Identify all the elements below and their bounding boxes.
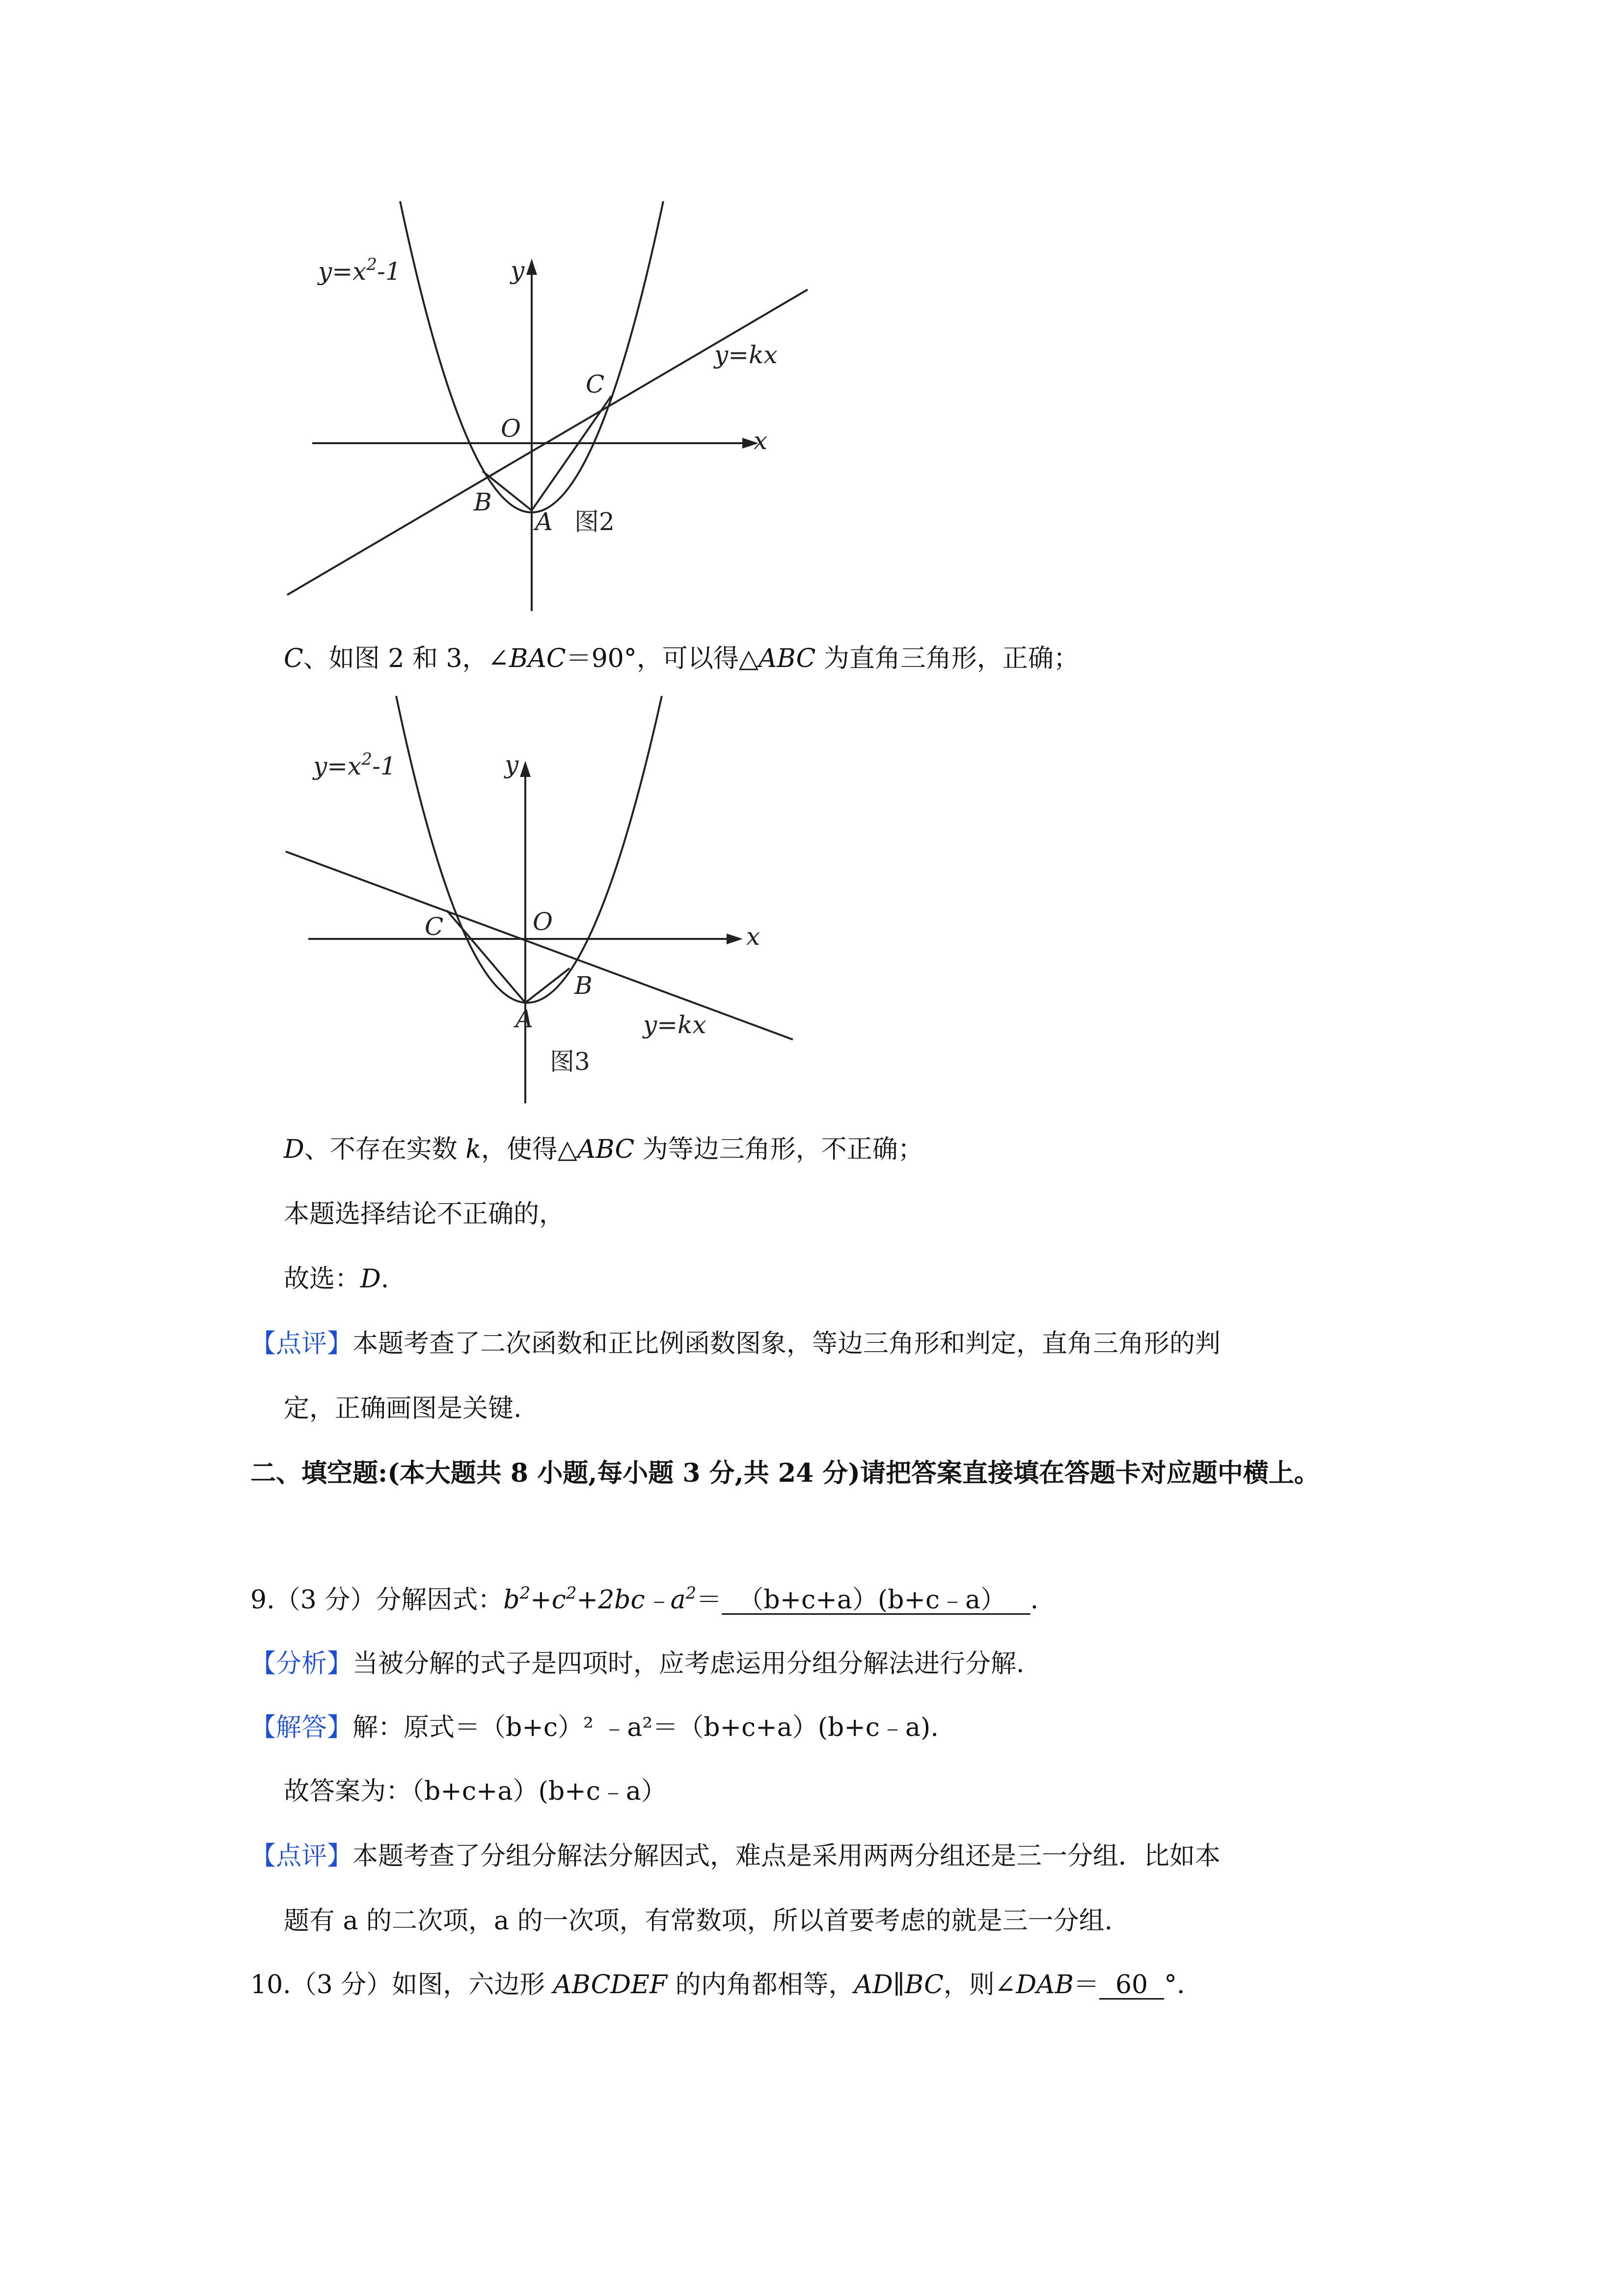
- fig2-label-o: O: [501, 414, 521, 443]
- fig2-label-a: A: [535, 507, 553, 536]
- q10-text-2: 的内角都相等，: [667, 1970, 854, 2000]
- fig3-label-o: O: [533, 908, 553, 936]
- fig3-caption: 图3: [550, 1047, 590, 1076]
- q10-text-1: 10.（3 分）如图，六边形: [250, 1970, 553, 2000]
- q10-answer: 60: [1115, 1970, 1148, 2000]
- q9-review-text-1: 本题考查了分组分解法分解因式，难点是采用两两分组还是三一分组．比如本: [352, 1842, 1221, 1871]
- q9-equals: ＝: [696, 1585, 722, 1615]
- q9-answer: （b+c+a）(b+c﹣a）: [738, 1585, 1006, 1615]
- fig3-segment-ac: [447, 910, 525, 1003]
- fig2-label-y: y: [511, 256, 525, 285]
- fig2-label-b: B: [474, 488, 492, 516]
- option-c-text-2: ＝90°，可以得△: [566, 644, 758, 673]
- figure-3: [0, 0, 1624, 1129]
- q10-hexagon: ABCDEF: [553, 1970, 668, 2000]
- q9-review-tag: 【点评】: [250, 1842, 353, 1871]
- q9-review-line-2: 题有 a 的二次项，a 的一次项，有常数项，所以首要考虑的就是三一分组.: [284, 1906, 1113, 1936]
- option-c-letter: C: [284, 644, 303, 673]
- q9-solution-tag: 【解答】: [250, 1713, 353, 1742]
- option-c-bac: BAC: [509, 644, 566, 673]
- option-d-text-3: 为等边三角形，不正确；: [634, 1135, 923, 1164]
- q10-line: [250, 1969, 1202, 2001]
- fig3-x-arrow-icon: [727, 934, 743, 944]
- fig3-parabola: [396, 696, 662, 1003]
- q9-analysis-text: 当被分解的式子是四项时，应考虑运用分组分解法进行分解.: [352, 1649, 1025, 1679]
- review-8-text-1: 本题考查了二次函数和正比例函数图象，等边三角形和判定，直角三角形的判: [352, 1329, 1221, 1359]
- option-d-k: k: [465, 1135, 481, 1164]
- option-d-letter: D: [284, 1135, 304, 1164]
- q10-parallel: ∥: [893, 1970, 905, 2000]
- q9-analysis-line: [250, 1648, 1025, 1680]
- choose-text: 故选：: [284, 1264, 361, 1294]
- option-d-line: [284, 1134, 923, 1165]
- q9-solution-line: [250, 1712, 939, 1743]
- fig3-curve-label: $y=x^2-1$: [313, 749, 396, 780]
- option-d-text-1: 、不存在实数: [304, 1135, 466, 1164]
- fig3-y-arrow-icon: [520, 761, 531, 777]
- fig3-line-label: y=kx: [643, 1011, 706, 1039]
- choose-dot: .: [380, 1264, 389, 1294]
- section-2-heading: 二、填空题:(本大题共 8 小题,每小题 3 分,共 24 分)请把答案直接填在答题卡对应题中横上。: [250, 1458, 1320, 1488]
- fig3-label-a: A: [515, 1005, 534, 1033]
- q10-text-3: ，则∠: [943, 1970, 1016, 2000]
- q9-stem-line: [250, 1584, 1038, 1616]
- fig3-segment-ab: [525, 968, 569, 1003]
- fig3-label-c: C: [425, 912, 444, 941]
- fig3-label-y: y: [505, 750, 519, 779]
- option-d-text-2: ，使得△: [481, 1135, 577, 1164]
- review-8-tag: 【点评】: [250, 1329, 353, 1359]
- q9-tail: .: [1030, 1585, 1039, 1615]
- q9-analysis-tag: 【分析】: [250, 1649, 353, 1679]
- option-c-text-3: 为直角三角形，正确；: [815, 644, 1079, 673]
- q9-final-line: 故答案为：（b+c+a）(b+c﹣a）: [284, 1777, 667, 1806]
- choose-answer: D: [360, 1264, 381, 1294]
- fig3-label-b: B: [574, 971, 593, 1000]
- q9-stem: 9.（3 分）分解因式：: [250, 1585, 504, 1615]
- fig2-line-label: y=kx: [714, 341, 778, 369]
- review-8-line-2: 定，正确画图是关键.: [284, 1394, 522, 1423]
- fig2-label-x: x: [754, 427, 768, 455]
- option-c-abc: ABC: [758, 644, 816, 673]
- review-8-line-1: [250, 1328, 1220, 1360]
- conclusion-line: 本题选择结论不正确的，: [284, 1200, 565, 1229]
- choose-line: [284, 1263, 389, 1295]
- fig2-caption: 图2: [574, 507, 615, 536]
- fig3-line-kx: [286, 852, 793, 1040]
- fig2-curve-label: $y=x^2-1$: [318, 255, 401, 286]
- fig2-label-c: C: [586, 370, 605, 399]
- q9-review-line-1: [250, 1841, 1220, 1872]
- q10-bc: BC: [904, 1970, 944, 2000]
- q10-ad: AD: [854, 1970, 893, 2000]
- q10-text-4: ＝: [1073, 1970, 1099, 2000]
- option-c-text-1: 、如图 2 和 3，∠: [303, 644, 510, 673]
- fig3-label-x: x: [746, 922, 760, 951]
- q10-text-5: °．: [1164, 1970, 1203, 2000]
- q9-expression: $b^2+c^2+2bc﹣a^2$: [503, 1583, 697, 1615]
- q9-solution-text: 解：原式＝（b+c）² ﹣a²＝（b+c+a）(b+c﹣a).: [352, 1713, 939, 1742]
- q10-dab: DAB: [1016, 1970, 1074, 2000]
- option-d-abc: ABC: [577, 1135, 635, 1164]
